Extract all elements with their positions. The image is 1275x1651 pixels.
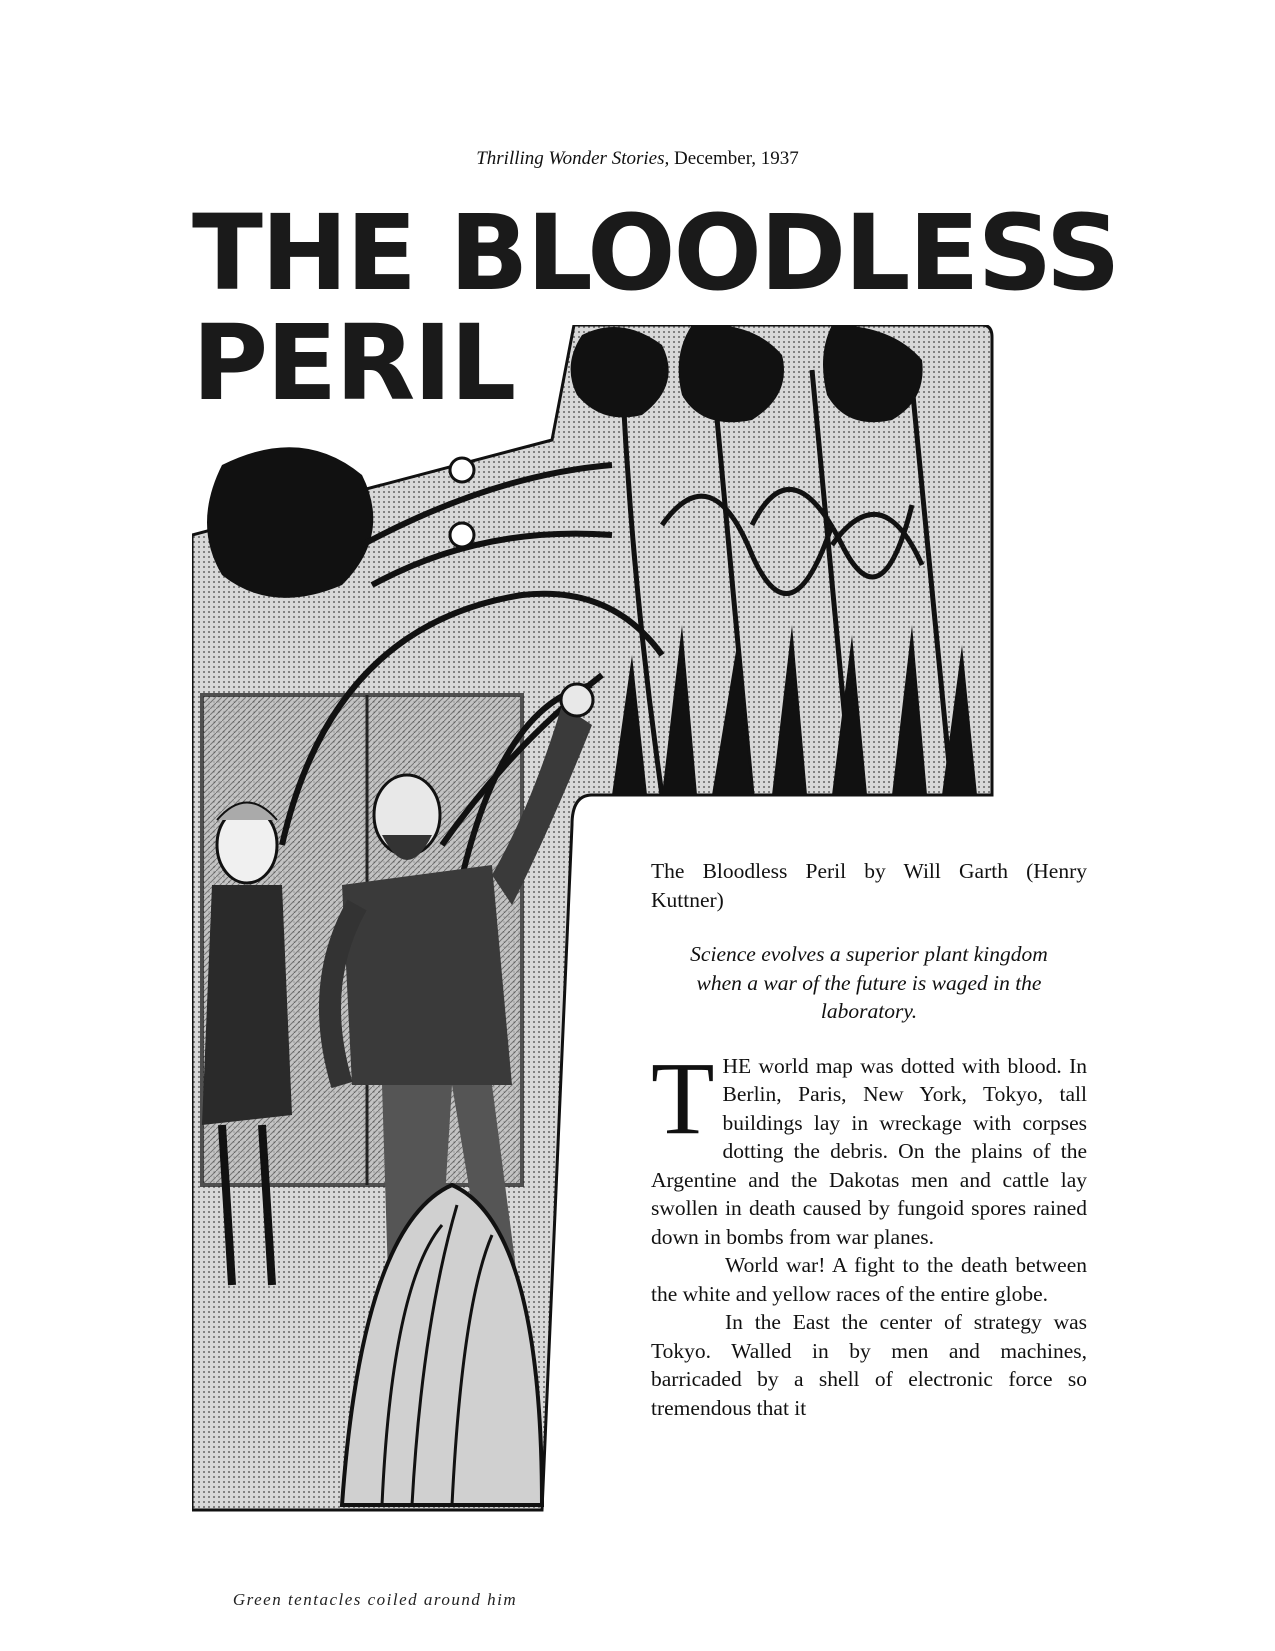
magazine-name: Thrilling Wonder Stories, [476,148,670,169]
title-line-1: THE BLOODLESS [192,192,1119,314]
article-body [651,857,1087,1422]
story-blurb: Science evolves a superior plant kingdom when a war of the future is waged in the laboratory. [690,942,1048,1023]
title-line-2: PERIL [192,302,515,424]
byline: The Bloodless Peril by Will Garth (Henry Kuttner) [651,859,1087,912]
issue-date: December, 1937 [673,148,799,169]
drop-cap: T [651,1040,715,1156]
paragraph-1-text: HE world map was dotted with blood. In Berlin, Paris, New York, Tokyo, tall buildings lay in wreckage with corpses dotting the debris. On the plains of the Argentine and the Dakotas men and cattle lay swollen in death caused by fungoid spores rained down in bombs from war planes. [651,1053,1087,1249]
running-header [0,148,1275,170]
paragraph-2: World war! A fight to the death between the white and yellow races of the entire globe. [651,1253,1087,1306]
paragraph-3: In the East the center of strategy was Tokyo. Walled in by men and machines, barricaded by a shell of electronic force so tremendous that it [651,1310,1087,1420]
illustration-caption: Green tentacles coiled around him [232,1590,518,1609]
paragraph-1 [651,1040,1087,1252]
